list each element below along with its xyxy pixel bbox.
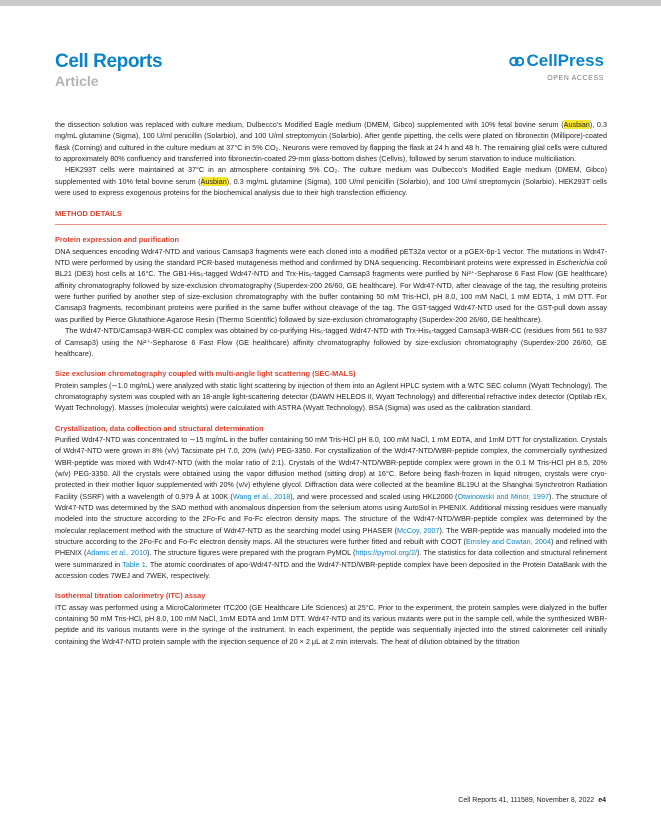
body-text: BL21 (DE3) host cells at 16°C. The GB1-His₆-tagged Wdr47-NTD and Trx-His₆-tagged Camsap3 fragments were purified by Ni²⁺-Sepharose 6 Fast Flow (GE healthcare) affinity chromatography followed by size-exclusion chromatography (Superdex-200 26/60, GE healthcare). For Wdr47-NTD, after cleavage of the tag, the resulting proteins were further purified by another step of size-exclusion chromatography with the buffer containing 50 mM Tris-HCl, pH 8.0, 100 mM NaCl, 1 mM EDTA, 1 mM DTT. For Camsap3 fragments, recombinant proteins were purified in the same buffer without cleavage of the tag. The GST-tagged Wdr47-NTD used for the GST-pull down assay was purified by Pierce Glutathione Agarose Resin (Thermo Scientific) followed by size-exclusion chromatography (Superdex-200 26/60, GE healthcare). (55, 269, 607, 324)
section-paragraph (55, 380, 607, 414)
italic-text: Escherichia coli (556, 258, 607, 268)
highlighted-text: Ausbian (563, 120, 590, 129)
heading-rule (55, 224, 607, 225)
section-heading: Protein expression and purification (55, 235, 180, 245)
top-rule (0, 0, 661, 6)
body-text: ITC assay was performed using a MicroCalorimeter ITC200 (GE Healthcare Life Sciences) at 25°C. Prior to the experiment, the protein samples were dialyzed in the buffer containing 50 mM Tris-HCl, pH 8.0, 100 mM NaCl, 1mM EDTA and 1mM DTT. Wdr47-NTD and its various mutants were put in the sample cell, while the synthesized WBR-peptide and its various mutants were in the syringe of the instrument. In each experiment, the peptide was sequentially injected into the stirred calorimeter cell initially containing the Wdr47-NTD protein sample with the injection sequence of 20 × 2 μL at 2 min intervals. The heat of dilution obtained by the titration (55, 602, 607, 646)
body-text: HEK293T cells were maintained at 37°C in an atmosphere containing 5% CO₂. The culture medium was Dulbecco’s Modified Eagle medium (DMEM, Gibco) supplemented with 10% fetal bovine serum ( (55, 165, 607, 186)
footer-citation: Cell Reports 41, 111589, November 8, 2022 (458, 797, 595, 804)
publisher-logo[interactable] (509, 52, 605, 72)
publisher-name: CellPress (526, 51, 604, 70)
page-footer (458, 797, 606, 804)
body-text: ), and were processed and scaled using HKL2000 ( (290, 491, 458, 501)
article-type: Article (55, 73, 99, 89)
cellpress-logo-icon (509, 54, 524, 72)
section-heading: Crystallization, data collection and structural determination (55, 423, 264, 433)
method-sections (55, 234, 607, 647)
reference-link[interactable]: Adams et al., 2010 (86, 548, 148, 558)
body-text: Protein samples (∼1.0 mg/mL) were analyzed with static light scattering by injection of them into an Agilent HPLC system with a WTC SEC column (Wyatt Technology). The chromatography system was coupled with an 18-angle light-scattering detector (DAWN HELEOS II, Wyatt Technology) and differential refractive index detector (Optilab rEx, Wyatt Technology). Masses (molecular weights) were calculated with ASTRA (Wyatt Technology). BSA (Sigma) was used as the calibration standard. (55, 380, 607, 413)
body-text: ), 0.3 mg/mL glutamine (Sigma), 100 U/ml penicillin (Solarbio), and 100 U/ml streptomycin (Solarbio). After gentle pipetting, the cells were plated on fibronectin (Millipore)-coated flask (Corning) and cultured in the culture medium at 37°C in 5% CO₂. Neurons were removed by flapping the flask at 24 h and 48 h. The remaining glial cells were cultured to approximately 80% confluency and transferred into fibronectin-coated 29-mm glass-bottom dishes (Cellvis), followed by serum starvation to induce multiciliation. (55, 120, 607, 164)
intro-paragraph (55, 164, 607, 198)
intro-paragraph (55, 119, 607, 164)
section-paragraph (55, 246, 607, 325)
section-paragraph (55, 434, 607, 581)
body-text: DNA sequences encoding Wdr47-NTD and various Camsap3 fragments were each cloned into a modified pET32a vector or a pGEX-6p-1 vector. The mutations in Wdr47-NTD were performed by using the standard PCR-based mutagenesis method and confirmed by DNA sequencing. Recombinant proteins were expressed in (55, 246, 607, 268)
body-text: ) and refined with PHENIX ( (55, 537, 607, 558)
body-text: ). The statistics for data collection and structural refinement were summarized in (55, 548, 607, 569)
body-text: . The atomic coordinates of apo-Wdr47-NTD and the Wdr47-NTD/WBR-peptide complex have been deposited in the Protein DataBank with the accession codes 7WEJ and 7WEK, respectively. (55, 559, 607, 581)
section-heading: Isothermal titration calorimetry (ITC) assay (55, 591, 206, 601)
section-paragraph (55, 602, 607, 647)
journal-title: Cell Reports (55, 51, 163, 72)
reference-link[interactable]: Table 1 (122, 559, 146, 569)
publisher-block (509, 52, 605, 84)
reference-link[interactable]: https://pymol.org/2/ (355, 548, 418, 558)
section-paragraph (55, 325, 607, 359)
reference-link[interactable]: McCoy, 2007 (397, 525, 440, 535)
method-details-heading: METHOD DETAILS (55, 209, 122, 219)
highlighted-text: Ausbian (200, 176, 227, 186)
body-text: The Wdr47-NTD/Camsap3-WBR-CC complex was obtained by co-purifying His₆-tagged Wdr47-NTD with Trx-His₆-tagged Camsap3-WBR-CC (residues from 561 to 937 of Camsap3) using the Ni²⁺-Sepharose 6 Fast Flow (GE healthcare) affinity chromatography followed by size-exclusion chromatography (Superdex-200 26/60, GE healthcare). (55, 326, 607, 358)
article-body (55, 119, 607, 647)
body-text: Purified Wdr47-NTD was concentrated to ∼15 mg/mL in the buffer containing 50 mM Tris-HCl pH 8.0, 100 mM NaCl, 1 mM EDTA, and 1mM DTT for crystallization. Crystals of Wdr47-NTD were grown in 8% (v/v) Tacsimate pH 7.0, 20% (w/v) PEG-3350. For crystallization of the Wdr47-NTD/WBR-peptide complex, the commercially synthesized WBR-peptide was mixed with Wdr47-NTD (with the molar ratio of 2:1). Crystals of the Wdr47-NTD/WBR-peptide complex were grown in the 0.1 M Tris-HCl pH 8.5, 20% (w/v) PEG-3350. All the crystals were obtained using the vapor diffusion method (sitting drop) at 16°C. Before being flash-frozen in liquid nitrogen, crystals were cryo-protected in their mother liquor supplemented with 20% (v/v) ethylene glycol. Diffraction data were collected at the beamline BL19U at the Shanghai Synchrotron Radiation Facility (SSRF) with a wavelength of 0.979 Å at 100K ( (55, 434, 607, 501)
page-number: e4 (598, 797, 606, 804)
body-text: ), 0.3 mg/mL glutamine (Sigma), 100 U/ml penicillin (Solarbio), and 100 U/ml streptomycin (Solarbio). HEK293T cells were used to express exogenous proteins for the biochemical analysis due to their high transfection efficiency. (55, 176, 607, 198)
body-text: the dissection solution was replaced with culture medium, Dulbecco’s Modified Eagle medium (DMEM, Gibco) supplemented with 10% fetal bovine serum ( (55, 120, 564, 129)
reference-link[interactable]: Otwinowski and Minor, 1997 (457, 491, 550, 501)
body-text: ). The structure of Wdr47-NTD was determined by the SAD method with anomalous dispersion from the selenium atoms using AutoSol in PHENIX. Additional missing residues were manually modeled into the structure according to the 2Fo-Fc and Fo-Fc electron density maps. The structure of the Wdr47-NTD/WBR-peptide complex was determined by the molecular replacement method with the structure of Wdr47-NTD as the searching model using PHASER ( (55, 491, 607, 535)
body-text: ). The structure figures were prepared with the program PyMOL ( (147, 548, 356, 558)
reference-link[interactable]: Wang et al., 2018 (232, 491, 291, 501)
body-text: ). The WBR-peptide was manually modeled into the structure according to the 2Fo-Fc and Fo-Fc electron density maps. All the structures were further fitted and rebuilt with COOT ( (55, 525, 607, 546)
reference-link[interactable]: Emsley and Cowtan, 2004 (465, 537, 551, 546)
section-heading: Size exclusion chromatography coupled with multi-angle light scattering (SEC-MALS) (55, 369, 356, 379)
open-access-label: OPEN ACCESS (547, 75, 604, 82)
